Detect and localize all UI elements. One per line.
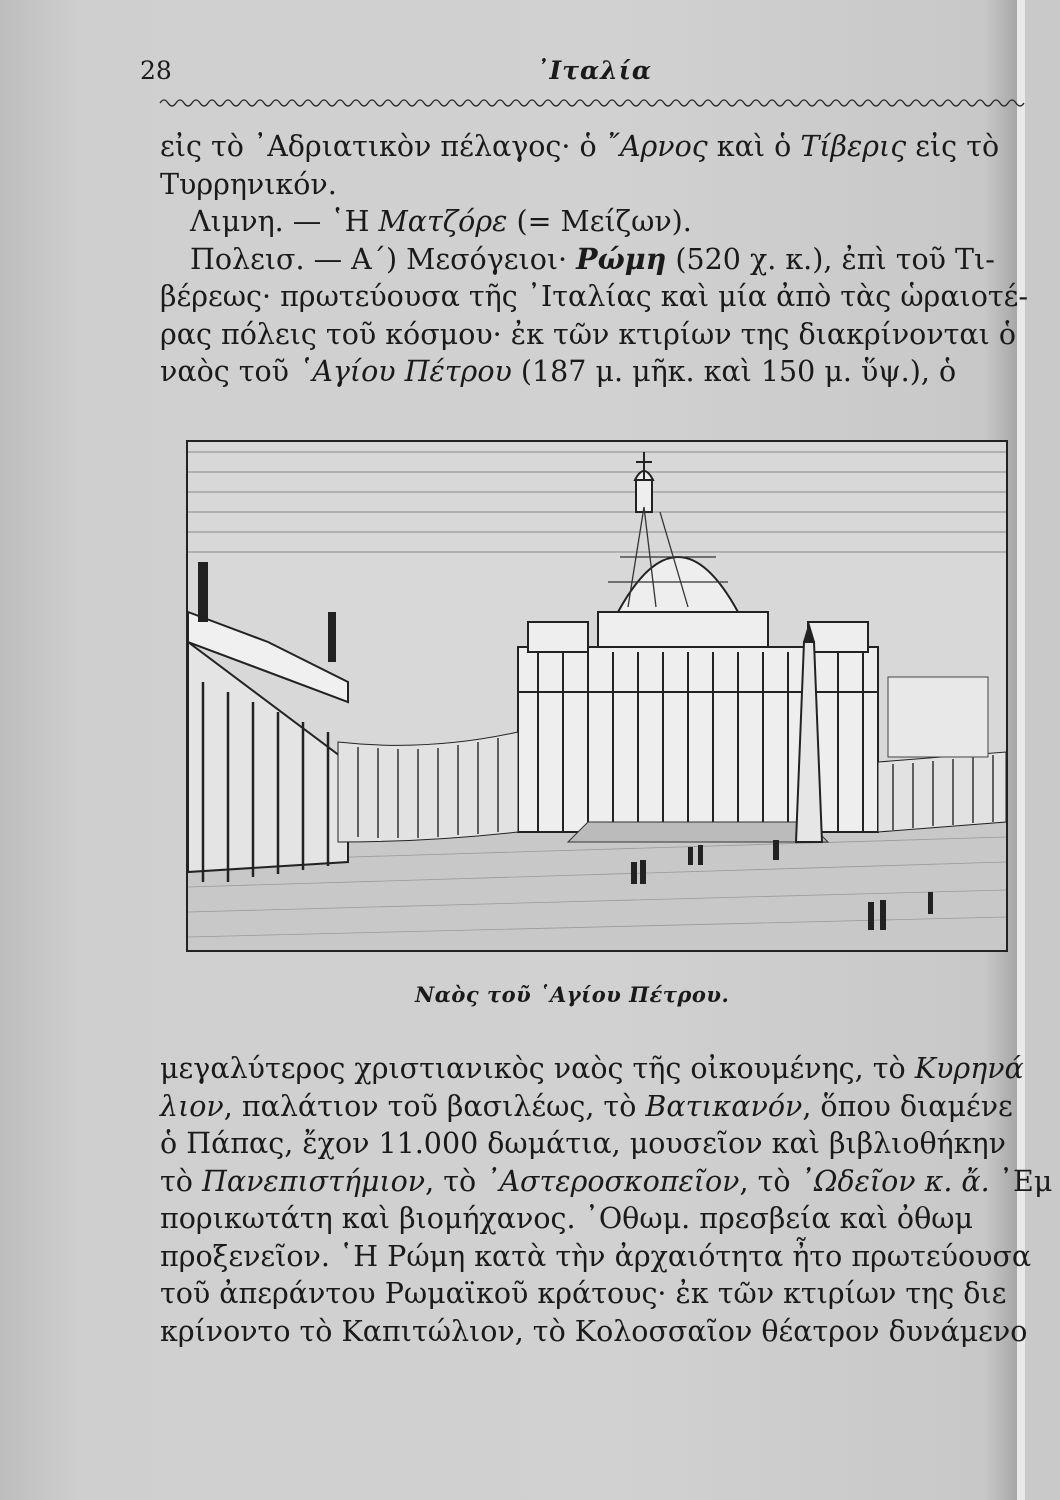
basilica-illustration [188, 442, 1006, 950]
page-number: 28 [140, 56, 172, 85]
text-line: προξενεῖον. ῾Η Ρώμη κατὰ τὴν ἀρχαιότητα ἦτο πρωτεύουσα [160, 1239, 1032, 1273]
text-line: βέρεως· πρωτεύουσα τῆς ᾿Ιταλίας καὶ μία ἀπὸ τὰς ὡραιοτέ- [160, 280, 1029, 313]
text-line: λιον, παλάτιον τοῦ βασιλέως, τὸ Βατικανόν, ὅπου διαμένε [160, 1089, 1013, 1123]
paragraph-1 [160, 128, 1060, 391]
text-line: Πολεισ. — Α΄) Μεσόγειοι· Ρώμη (520 χ. κ.), ἐπὶ τοῦ Τι- [190, 241, 995, 276]
text-line: ναὸς τοῦ ῾Αγίου Πέτρου (187 μ. μῆκ. καὶ 150 μ. ὕψ.), ὁ [160, 355, 957, 388]
text-line: ὁ Πάπας, ἔχον 11.000 δωμάτια, μουσεῖον καὶ βιβλιοθήκην [160, 1127, 1006, 1160]
wavy-rule [160, 96, 1020, 110]
paragraph-2 [160, 1050, 1060, 1350]
text-line: ρας πόλεις τοῦ κόσμου· ἐκ τῶν κτιρίων της διακρίνονται ὁ [160, 317, 1017, 351]
text-line: Τυρρηνικόν. [160, 167, 337, 201]
text-line: τὸ Πανεπιστήμιον, τὸ ᾿Αστεροσκοπεῖον, τὸ ᾿Ωδεῖον κ. ἄ. ᾿Εμ [160, 1164, 1053, 1198]
text-line: Λιμνη. — ῾Η Ματζόρε (= Μείζων). [190, 205, 692, 238]
running-title: ᾿Ιταλία [536, 56, 653, 85]
figure-caption: Ναὸς τοῦ ῾Αγίου Πέτρου. [415, 982, 730, 1007]
engraving-st-peters-basilica [186, 440, 1008, 952]
text-line: κρίνοντο τὸ Καπιτώλιον, τὸ Κολοσσαῖον θέατρον δυνάμενο [160, 1314, 1028, 1348]
text-line: μεγαλύτερος χριστιανικὸς ναὸς τῆς οἰκουμένης, τὸ Κυρηνά [160, 1052, 1024, 1085]
page-header [140, 56, 1020, 96]
text-line: πορικωτάτη καὶ βιομήχανος. ᾿Οθωμ. πρεσβεία καὶ ὀθωμ [160, 1202, 974, 1235]
text-line: τοῦ ἀπεράντου Ρωμαϊκοῦ κράτους· ἐκ τῶν κτιρίων της διε [160, 1277, 1007, 1310]
text-line: εἰς τὸ ᾿Αδριατικὸν πέλαγος· ὁ ῎Αρνος καὶ ὁ Τίβερις εἰς τὸ [160, 130, 1000, 163]
